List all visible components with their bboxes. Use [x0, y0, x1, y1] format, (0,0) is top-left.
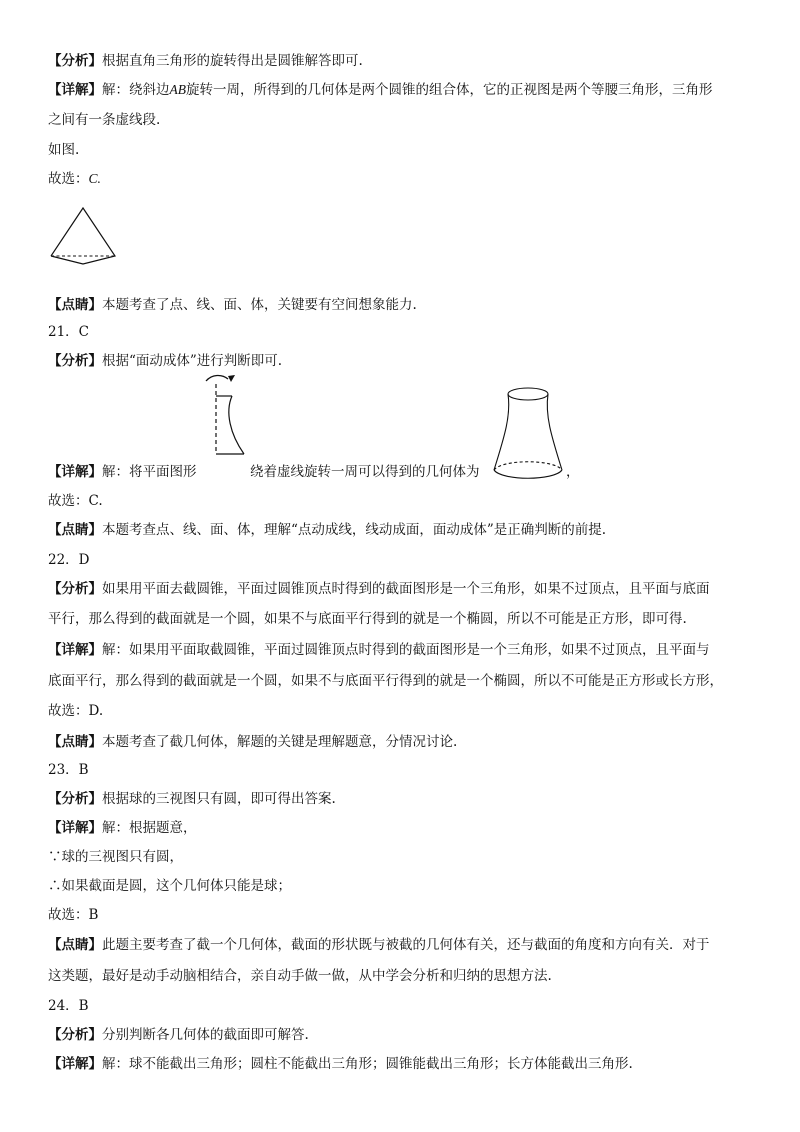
- q22-answer: 故选：D.: [48, 703, 104, 719]
- q20-analysis-text: 根据直角三角形的旋转得出是圆锥解答即可.: [102, 53, 363, 69]
- q21-detail-end: ，: [566, 464, 580, 480]
- variable-ab: AB: [169, 82, 186, 97]
- q23-heading: 23．B: [48, 762, 89, 778]
- q23-detail-line: 【详解】解：根据题意，: [48, 820, 197, 836]
- q23-answer: 故选：B: [48, 907, 99, 923]
- q20-detail-line-3: 如图.: [48, 142, 80, 158]
- q23-analysis-line: 【分析】根据球的三视图只有圆，即可得出答案.: [48, 791, 336, 807]
- q21-comment-line: 【点睛】本题考查点、线、面、体，理解“点动成线，线动成面，面动成体”是正确判断的前提.: [48, 522, 607, 538]
- solid-of-revolution-figure: [490, 385, 566, 483]
- analysis-tag: 【分析】: [48, 53, 102, 69]
- q22-heading: 22．D: [48, 552, 90, 568]
- q21-detail-pre: 【详解】解：将平面图形: [48, 464, 197, 480]
- q20-comment-line: 【点睛】本题考查了点、线、面、体，关键要有空间想象能力.: [48, 297, 417, 313]
- q22-detail-line-2: 底面平行，那么得到的截面就是一个圆，如果不与底面平行得到的就是一个椭圆，所以不可能是正方形或长方形，: [48, 673, 723, 689]
- comment-tag: 【点睛】: [48, 297, 102, 313]
- q20-detail-line-1: 【详解】解：绕斜边AB旋转一周，所得到的几何体是两个圆锥的组合体，它的正视图是两个等腰三角形，三角形: [48, 82, 713, 98]
- q24-analysis-line: 【分析】分别判断各几何体的截面即可解答.: [48, 1027, 309, 1043]
- q23-therefore-line: ∴如果截面是圆，这个几何体只能是球；: [48, 878, 291, 894]
- q21-answer: 故选：C.: [48, 493, 103, 509]
- q22-detail-line-1: 【详解】解：如果用平面取截圆锥，平面过圆锥顶点时得到的截面图形是一个三角形，如果不过顶点，且平面与: [48, 642, 710, 658]
- front-view-figure: [46, 205, 120, 267]
- q23-comment-line-1: 【点睛】此题主要考查了截一个几何体，截面的形状既与被截的几何体有关，还与截面的角度和方向有关．对于: [48, 937, 710, 953]
- q22-analysis-line-1: 【分析】如果用平面去截圆锥，平面过圆锥顶点时得到的截面图形是一个三角形，如果不过顶点，且平面与底面: [48, 581, 710, 597]
- plane-figure: [200, 374, 252, 456]
- q22-comment-line: 【点睛】本题考查了截几何体，解题的关键是理解题意，分情况讨论.: [48, 734, 458, 750]
- q22-analysis-line-2: 平行，那么得到的截面就是一个圆，如果不与底面平行得到的就是一个椭圆，所以不可能是正方形，即可得.: [48, 611, 687, 627]
- detail-tag: 【详解】: [48, 82, 102, 98]
- q20-answer: 故选：C.: [48, 171, 101, 187]
- q24-detail-line: 【详解】解：球不能截出三角形；圆柱不能截出三角形；圆锥能截出三角形；长方体能截出三角形.: [48, 1056, 633, 1072]
- q20-analysis-line: [48, 51, 363, 71]
- q20-detail-line-2: 之间有一条虚线段.: [48, 112, 161, 128]
- q21-detail-mid: 绕着虚线旋转一周可以得到的几何体为: [250, 464, 480, 480]
- q21-heading: 21．C: [48, 324, 90, 340]
- q23-comment-line-2: 这类题，最好是动手动脑相结合，亲自动手做一做，从中学会分析和归纳的思想方法.: [48, 968, 552, 984]
- q23-because-line: ∵球的三视图只有圆，: [48, 849, 183, 865]
- q21-analysis-line: 【分析】根据“面动成体”进行判断即可.: [48, 353, 283, 369]
- q24-heading: 24．B: [48, 998, 89, 1014]
